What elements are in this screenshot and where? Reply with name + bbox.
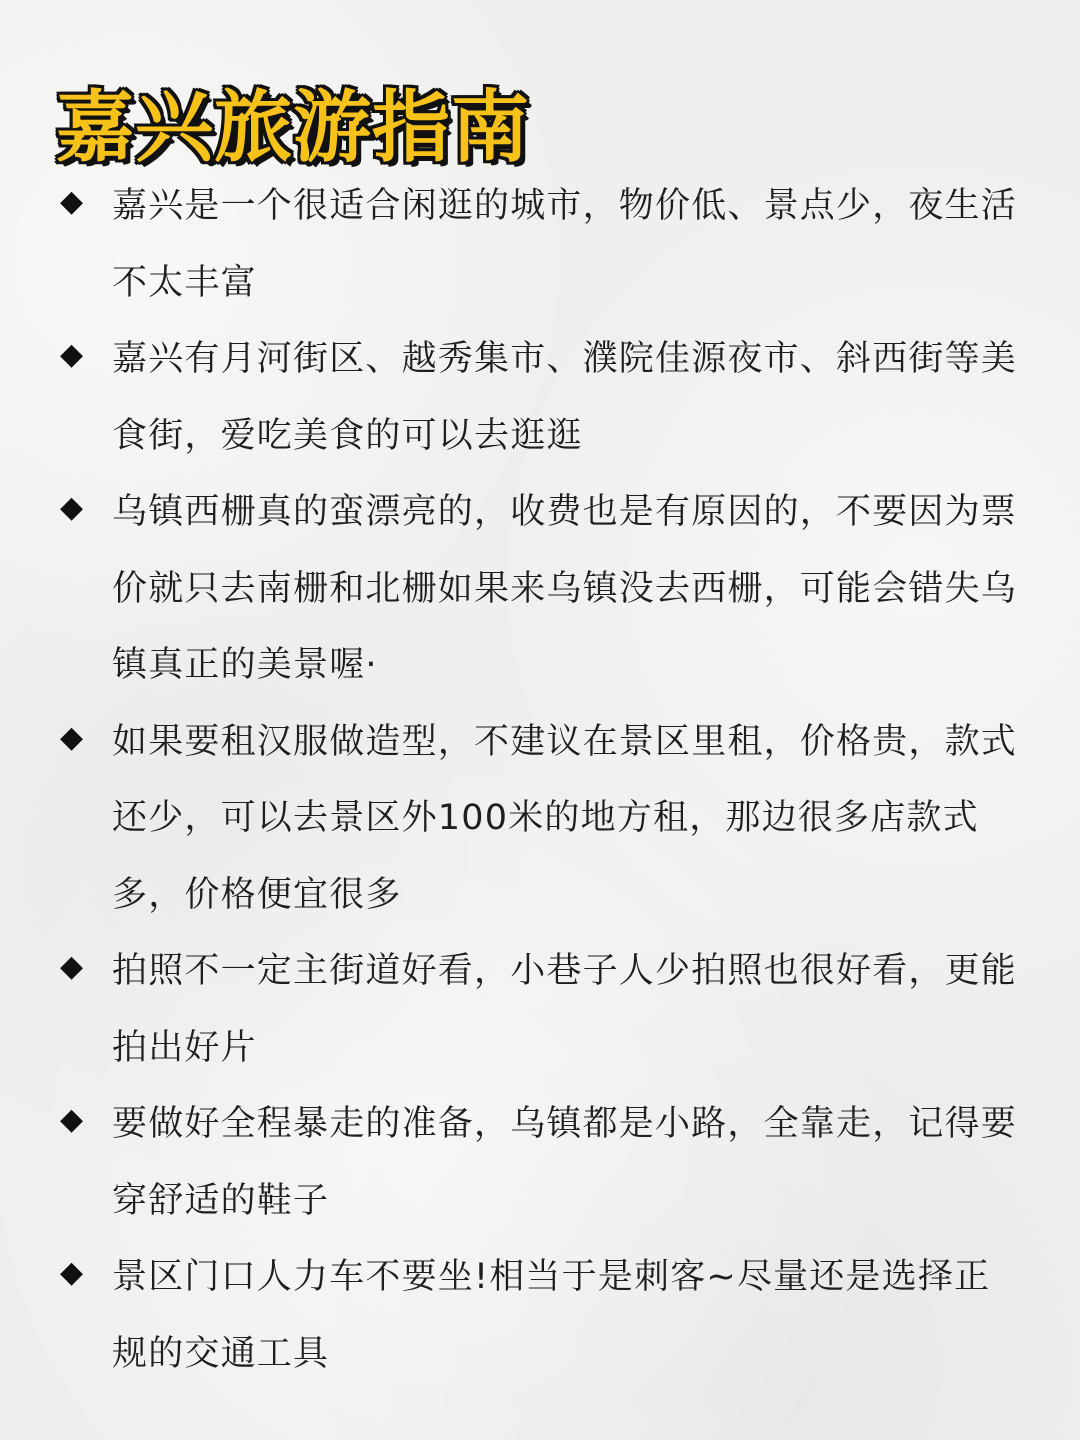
tip-text: 乌镇西栅真的蛮漂亮的，收费也是有原因的，不要因为票价就只去南栅和北栅如果来乌镇没去西栅，可能会错失乌镇真正的美景喔· [112,492,1018,685]
list-item [60,321,1020,474]
diamond-bullet-icon: ◆ [60,719,84,755]
diamond-bullet-icon: ◆ [60,490,84,525]
list-item [60,1086,1020,1239]
list-item [60,704,1020,934]
list-item [60,933,1020,1086]
diamond-bullet-icon: ◆ [60,184,84,219]
tip-text: 拍照不一定主街道好看，小巷子人少拍照也很好看，更能拍出好片 [112,951,1018,1068]
diamond-bullet-icon: ◆ [60,1102,84,1137]
list-item [60,474,1020,704]
diamond-bullet-icon: ◆ [60,1255,84,1290]
tip-text: 景区门口人力车不要坐!相当于是刺客~尽量还是选择正规的交通工具 [112,1257,991,1374]
tips-list [60,168,1020,1392]
tip-text: 嘉兴是一个很适合闲逛的城市，物价低、景点少，夜生活不太丰富 [112,186,1018,303]
list-item [60,168,1020,321]
list-item [60,1239,1020,1392]
diamond-bullet-icon: ◆ [60,337,84,372]
tip-text: 嘉兴有月河街区、越秀集市、濮院佳源夜市、斜西街等美食街，爱吃美食的可以去逛逛 [112,339,1018,456]
tip-text: 如果要租汉服做造型，不建议在景区里租，价格贵，款式还少，可以去景区外100米的地方租，那边很多店款式多，价格便宜很多 [112,721,1018,915]
diamond-bullet-icon: ◆ [60,949,84,984]
page-title: 嘉兴旅游指南 [56,83,531,174]
tip-text: 要做好全程暴走的准备，乌镇都是小路，全靠走，记得要穿舒适的鞋子 [112,1104,1018,1221]
